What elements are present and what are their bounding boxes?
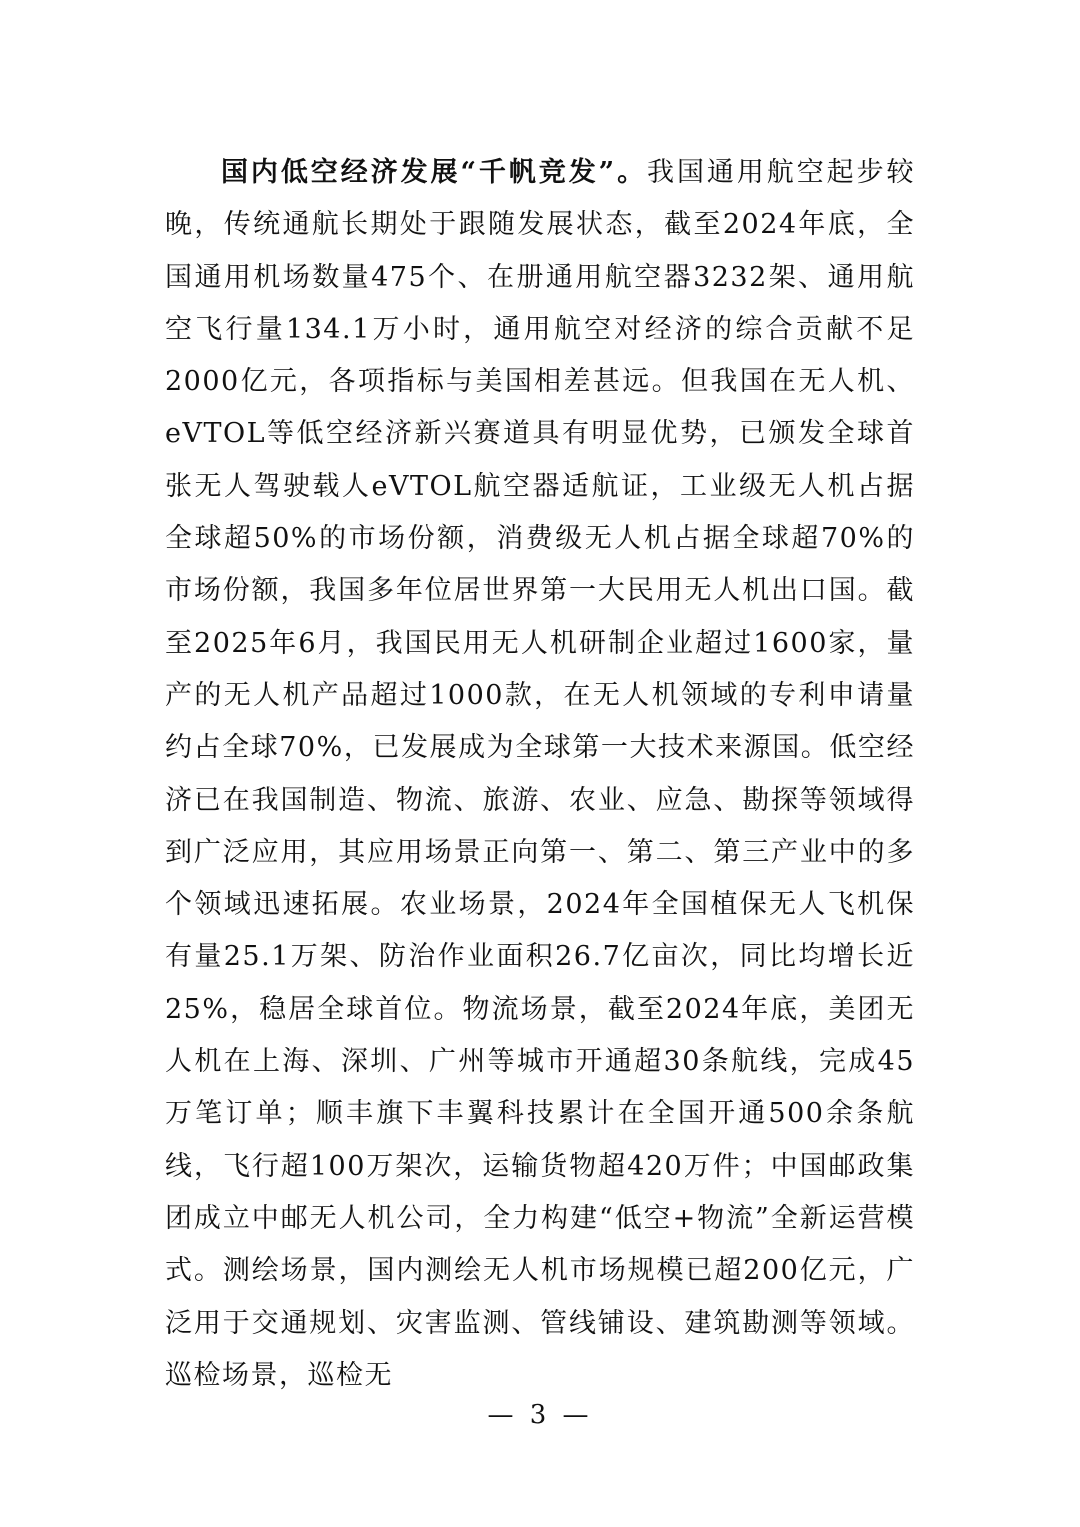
page-number: — 3 — (487, 1400, 593, 1430)
body-paragraph (165, 147, 915, 1402)
paragraph-body-text: 我国通用航空起步较晚，传统通航长期处于跟随发展状态，截至2024年底，全国通用机场数量475个、在册通用航空器3232架、通用航空飞行量134.1万小时，通用航空对经济的综合贡献不足2000亿元，各项指标与美国相差甚远。但我国在无人机、eVTOL等低空经济新兴赛道具有明显优势，已颁发全球首张无人驾驶载人eVTOL航空器适航证，工业级无人机占据全球超50%的市场份额，消费级无人机占据全球超70%的市场份额，我国多年位居世界第一大民用无人机出口国。截至2025年6月，我国民用无人机研制企业超过1600家，量产的无人机产品超过1000款，在无人机领域的专利申请量约占全球70%，已发展成为全球第一大技术来源国。低空经济已在我国制造、物流、旅游、农业、应急、勘探等领域得到广泛应用，其应用场景正向第一、第二、第三产业中的多个领域迅速拓展。农业场景，2024年全国植保无人飞机保有量25.1万架、防治作业面积26.7亿亩次，同比均增长近25%，稳居全球首位。物流场景，截至2024年底，美团无人机在上海、深圳、广州等城市开通超30条航线，完成45万笔订单；顺丰旗下丰翼科技累计在全国开通500余条航线，飞行超100万架次，运输货物超420万件；中国邮政集团成立中邮无人机公司，全力构建“低空+物流”全新运营模式。测绘场景，国内测绘无人机市场规模已超200亿元，广泛用于交通规划、灾害监测、管线铺设、建筑勘测等领域。巡检场景，巡检无 (165, 157, 916, 1391)
paragraph-lead-heading: 国内低空经济发展“千帆竞发”。 (221, 157, 648, 188)
